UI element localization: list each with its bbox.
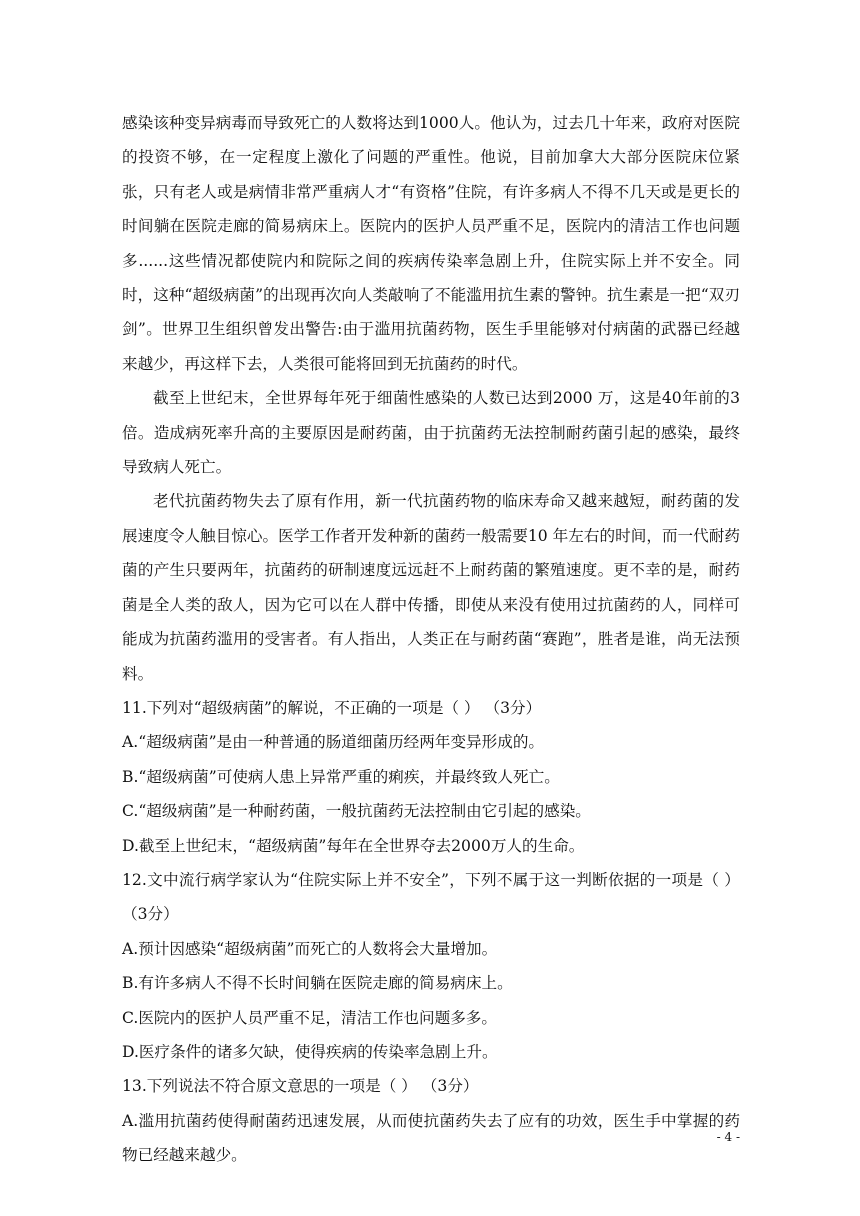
question-12-option-a: A.预计因感染“超级病菌”而死亡的人数将会大量增加。: [122, 939, 498, 958]
question-11: [122, 691, 740, 863]
question-13: [122, 1069, 740, 1172]
question-12-stem: 12.文中流行病学家认为“住院实际上并不安全”，下列不属于这一判断依据的一项是（ ）（3分）: [122, 870, 740, 924]
question-13-option-a: A.滥用抗菌药使得耐菌药迅速发展，从而使抗菌药失去了应有的功效，医生手中掌握的药物已经越来越少。: [122, 1111, 740, 1165]
passage-paragraph-3: 老代抗菌药物失去了原有作用，新一代抗菌药物的临床寿命又越来越短，耐药菌的发展速度令人触目惊心。医学工作者开发种新的菌药一般需要10 年左右的时间，而一代耐药菌的产生只要两年，抗菌药的研制速度远远赶不上耐药菌的繁殖速度。更不幸的是，耐药菌是全人类的敌人，因为它可以在人群中传播，即使从来没有使用过抗菌药的人，同样可能成为抗菌药滥用的受害者。有人指出，人类正在与耐药菌“赛跑”，胜者是谁，尚无法预料。: [122, 492, 740, 683]
page-content: [122, 106, 740, 1173]
passage-paragraph-1: 感染该种变异病毒而导致死亡的人数将达到1000人。他认为，过去几十年来，政府对医院的投资不够，在一定程度上激化了问题的严重性。他说，目前加拿大大部分医院床位紧张，只有老人或是病情非常严重病人才“有资格”住院，有许多病人不得不几天或是更长的时间躺在医院走廊的简易病床上。医院内的医护人员严重不足，医院内的清洁工作也问题多......这些情况都使院内和院际之间的疾病传染率急剧上升，住院实际上并不安全。同时，这种“超级病菌”的出现再次向人类敲响了不能滥用抗生素的警钟。抗生素是一把“双刃剑”。世界卫生组织曾发出警告:由于滥用抗菌药物，医生手里能够对付病菌的武器已经越来越少，再这样下去，人类很可能将回到无抗菌药的时代。: [122, 114, 740, 373]
question-11-option-d: D.截至上世纪末，“超级病菌”每年在全世界夺去2000万人的生命。: [122, 836, 585, 855]
question-13-stem: 13.下列说法不符合原文意思的一项是（ ） （3分）: [122, 1077, 479, 1096]
question-12-option-d: D.医疗条件的诸多欠缺，使得疾病的传染率急剧上升。: [122, 1042, 498, 1061]
question-11-option-c: C.“超级病菌”是一种耐药菌，一般抗菌药无法控制由它引起的感染。: [122, 802, 591, 821]
question-11-stem: 11.下列对“超级病菌”的解说，不正确的一项是（ ） （3分）: [122, 698, 542, 717]
question-11-option-a: A.“超级病菌”是由一种普通的肠道细菌历经两年变异形成的。: [122, 733, 545, 752]
question-12-option-b: B.有许多病人不得不长时间躺在医院走廊的简易病床上。: [122, 974, 513, 993]
passage-paragraph-2: 截至上世纪末，全世界每年死于细菌性感染的人数已达到2000 万，这是40年前的3倍。造成病死率升高的主要原因是耐药菌，由于抗菌药无法控制耐药菌引起的感染，最终导致病人死亡。: [122, 389, 740, 477]
page-number: - 4 -: [716, 1130, 740, 1144]
question-11-option-b: B.“超级病菌”可使病人患上异常严重的痢疾，并最终致人死亡。: [122, 767, 560, 786]
question-12: [122, 863, 740, 1069]
question-12-option-c: C.医院内的医护人员严重不足，清洁工作也问题多多。: [122, 1008, 497, 1027]
